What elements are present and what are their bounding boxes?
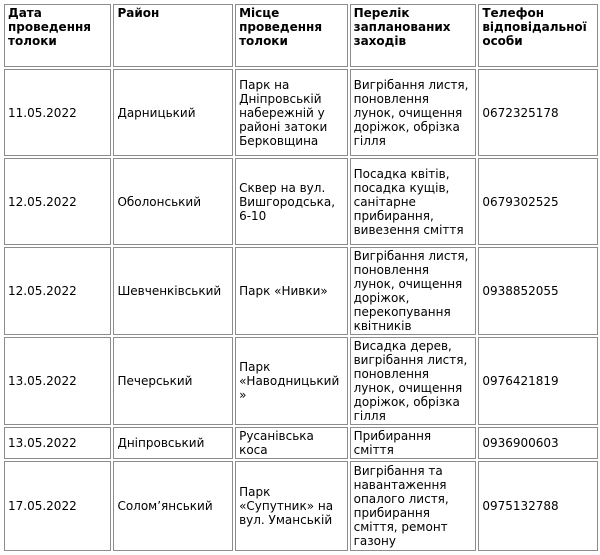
cell-date: 12.05.2022 (4, 247, 111, 335)
cell-place: Сквер на вул. Вишгородська, 6-10 (235, 158, 348, 245)
cell-activities: Висадка дерев, вигрібання листя, поновлення лунок, очищення доріжок, обрізка гілля (350, 337, 477, 425)
header-date: Дата проведення толоки (4, 4, 111, 67)
cell-date: 12.05.2022 (4, 158, 111, 245)
header-place: Місце проведення толоки (235, 4, 348, 67)
table-row (4, 69, 598, 156)
cell-phone: 0672325178 (478, 69, 598, 156)
table-row (4, 427, 598, 459)
cell-phone: 0938852055 (478, 247, 598, 335)
cell-date: 17.05.2022 (4, 461, 111, 551)
cell-activities: Вигрібання листя, поновлення лунок, очищення доріжок, перекопування квітників (350, 247, 477, 335)
cell-district: Оболонський (113, 158, 233, 245)
cell-phone: 0975132788 (478, 461, 598, 551)
cell-date: 13.05.2022 (4, 337, 111, 425)
cell-activities: Вигрібання листя, поновлення лунок, очищення доріжок, обрізка гілля (350, 69, 477, 156)
cell-activities: Прибирання сміття (350, 427, 477, 459)
cell-place: Русанівська коса (235, 427, 348, 459)
header-district: Район (113, 4, 233, 67)
cell-phone: 0976421819 (478, 337, 598, 425)
cell-district: Печерський (113, 337, 233, 425)
cell-place: Парк «Супутник» на вул. Уманській (235, 461, 348, 551)
cell-place: Парк «Нивки» (235, 247, 348, 335)
cell-place: Парк «Наводницький» (235, 337, 348, 425)
cell-phone: 0936900603 (478, 427, 598, 459)
cell-activities: Посадка квітів, посадка кущів, санітарне прибирання, вивезення сміття (350, 158, 477, 245)
cell-district: Солом’янський (113, 461, 233, 551)
cell-activities: Вигрібання та навантаження опалого листя, прибирання сміття, ремонт газону (350, 461, 477, 551)
table-row (4, 158, 598, 245)
table-row (4, 461, 598, 551)
cell-district: Дарницький (113, 69, 233, 156)
cell-place: Парк на Дніпровській набережній у районі затоки Берковщина (235, 69, 348, 156)
cell-district: Дніпровський (113, 427, 233, 459)
table-header-row (4, 4, 598, 67)
cell-district: Шевченківський (113, 247, 233, 335)
header-activities: Перелік запланованих заходів (350, 4, 477, 67)
cell-date: 11.05.2022 (4, 69, 111, 156)
cell-date: 13.05.2022 (4, 427, 111, 459)
header-phone: Телефон відповідальної особи (478, 4, 598, 67)
table-row (4, 337, 598, 425)
cleanup-schedule-table (2, 2, 600, 553)
table-row (4, 247, 598, 335)
cell-phone: 0679302525 (478, 158, 598, 245)
